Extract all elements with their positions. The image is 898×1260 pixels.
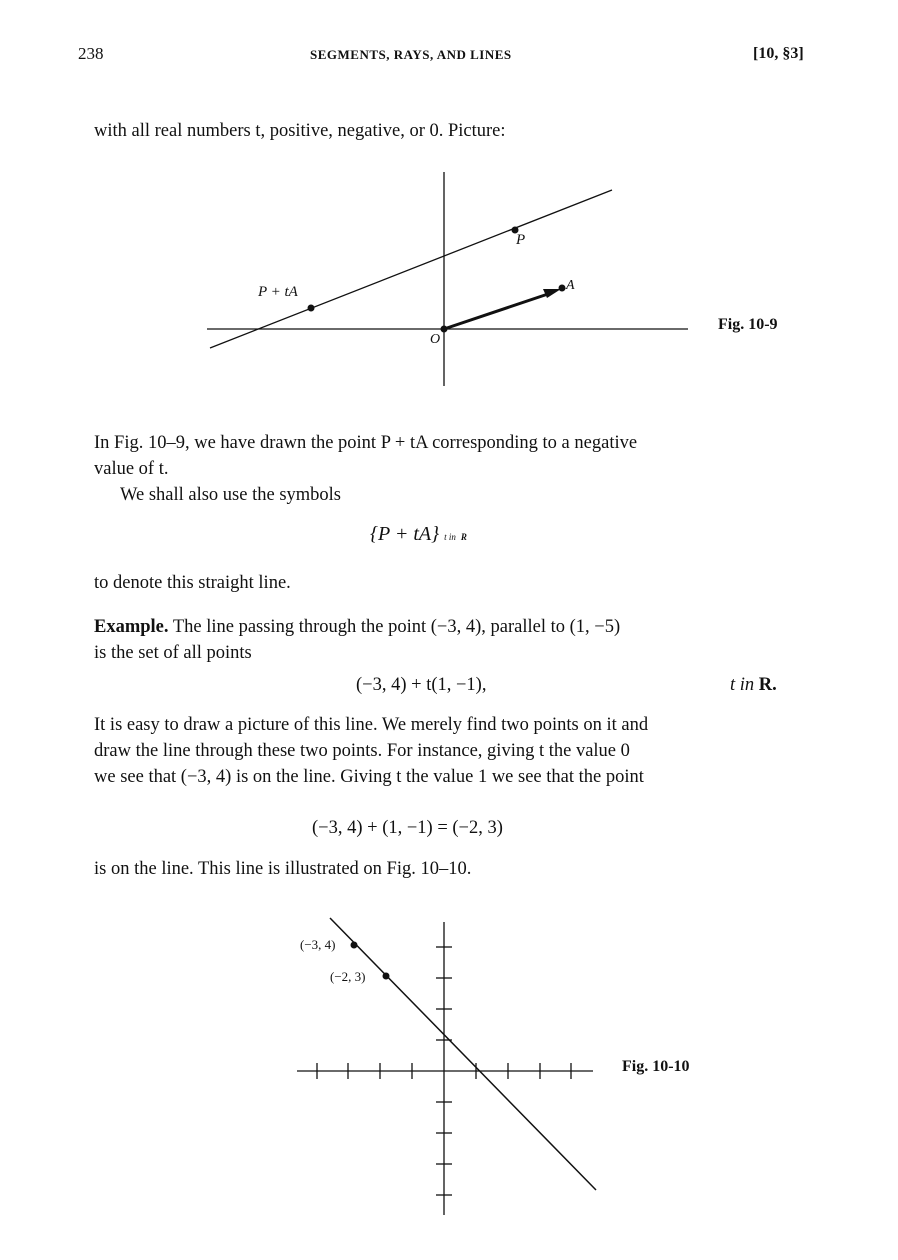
example-label: Example. — [94, 617, 169, 637]
fig10-point-2-label: (−2, 3) — [330, 969, 366, 984]
fig10-line — [330, 918, 596, 1190]
paragraph-2-line1: In Fig. 10–9, we have drawn the point P + tA corresponding to a negative — [94, 433, 638, 453]
paragraph-5: is on the line. This line is illustrated on Fig. 10–10. — [94, 859, 472, 879]
example-text1: The line passing through the point (−3, 4), parallel to (1, −5) — [172, 617, 621, 637]
formula-sum: (−3, 4) + (1, −1) = (−2, 3) — [312, 818, 503, 838]
fig10-point-2 — [383, 973, 390, 980]
formula-set-sub-r: R — [460, 532, 467, 542]
fig10-point-1-label: (−3, 4) — [300, 937, 336, 952]
formula-set-main: {P + tA} — [370, 523, 440, 545]
label-a: A — [566, 278, 575, 293]
paragraph-2-line3: We shall also use the symbols — [120, 485, 341, 505]
example-line2: is the set of all points — [94, 643, 252, 663]
formula-suffix-t: t in — [730, 675, 755, 695]
paragraph-1: with all real numbers t, positive, negative, or 0. Picture: — [94, 121, 506, 141]
fig-10-10-caption: Fig. 10-10 — [622, 1058, 690, 1075]
paragraph-4-line2: draw the line through these two points. For instance, giving t the value 0 — [94, 741, 630, 761]
formula-set-sub-t: t in — [444, 532, 456, 542]
running-title: SEGMENTS, RAYS, AND LINES — [310, 47, 512, 62]
paragraph-2-line2: value of t. — [94, 459, 169, 479]
formula-suffix-r: R. — [758, 675, 777, 695]
paragraph-3: to denote this straight line. — [94, 573, 291, 593]
label-o: O — [430, 332, 441, 347]
page-number: 238 — [78, 44, 104, 63]
fig-10-9-caption: Fig. 10-9 — [718, 316, 778, 333]
paragraph-4-line3: we see that (−3, 4) is on the line. Giving t the value 1 we see that the point — [94, 767, 644, 787]
example-formula: (−3, 4) + t(1, −1), — [356, 675, 487, 695]
label-p: P — [516, 232, 526, 248]
fig10-point-1 — [351, 942, 358, 949]
paragraph-4-line1: It is easy to draw a picture of this line. We merely find two points on it and — [94, 715, 649, 735]
section-number: [10, §3] — [753, 45, 804, 62]
label-p-plus-ta: P + tA — [258, 284, 298, 300]
